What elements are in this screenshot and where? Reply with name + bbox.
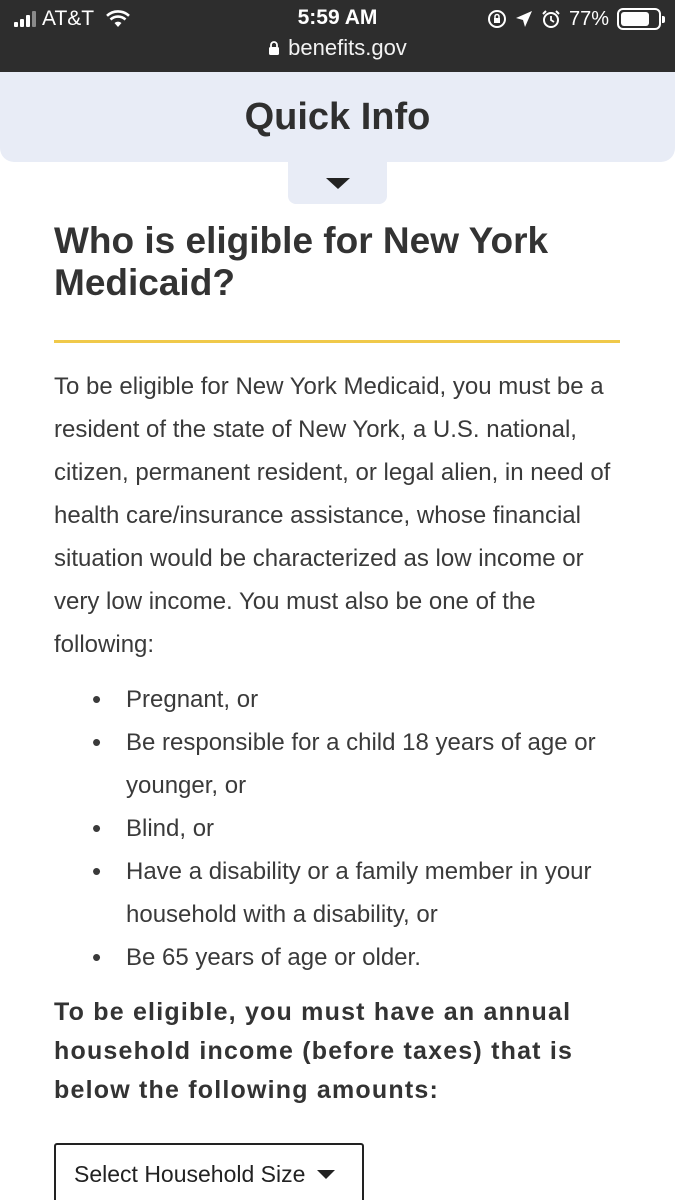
list-item: • Be responsible for a child 18 years of age or younger, or (54, 721, 624, 807)
chevron-down-icon (317, 1170, 335, 1179)
location-icon (515, 10, 533, 28)
eligibility-intro: To be eligible for New York Medicaid, you must be a resident of the state of New York, a U.S. national, citizen, permanent resident, or legal alien, in need of health care/insurance assistance, whose financial situation would be characterized as low income or very low income. You must also be one of the following: (54, 373, 611, 658)
main-content (54, 220, 624, 1110)
list-item: • Pregnant, or (54, 678, 624, 721)
battery-icon (617, 8, 661, 30)
battery-fill (621, 12, 649, 26)
list-item: • Be 65 years of age or older. (54, 936, 624, 979)
url-text: benefits.gov (288, 35, 407, 60)
status-bar (0, 0, 675, 72)
battery-percent: 77% (568, 7, 609, 30)
orientation-lock-icon (487, 9, 507, 29)
address-bar[interactable] (0, 35, 675, 61)
clock: 5:59 AM (297, 6, 378, 29)
quick-info-toggle-button[interactable] (288, 162, 387, 204)
select-label: Select Household Size (74, 1160, 306, 1187)
income-note: To be eligible, you must have an annual household income (before taxes) that is below the following amounts: (54, 998, 574, 1104)
criteria-list (54, 678, 624, 979)
list-item: • Blind, or (54, 807, 624, 850)
chevron-down-icon (326, 178, 350, 189)
heading-divider (54, 340, 620, 343)
carrier-label: AT&T (42, 7, 95, 30)
lock-icon (268, 41, 280, 56)
status-right (487, 6, 661, 32)
household-size-select[interactable] (54, 1143, 364, 1200)
alarm-icon (541, 9, 561, 29)
list-item: • Have a disability or a family member in your household with a disability, or (54, 850, 624, 936)
page-title: Quick Info (244, 95, 431, 138)
quick-info-header (0, 72, 675, 162)
section-heading: Who is eligible for New York Medicaid? (54, 220, 549, 303)
